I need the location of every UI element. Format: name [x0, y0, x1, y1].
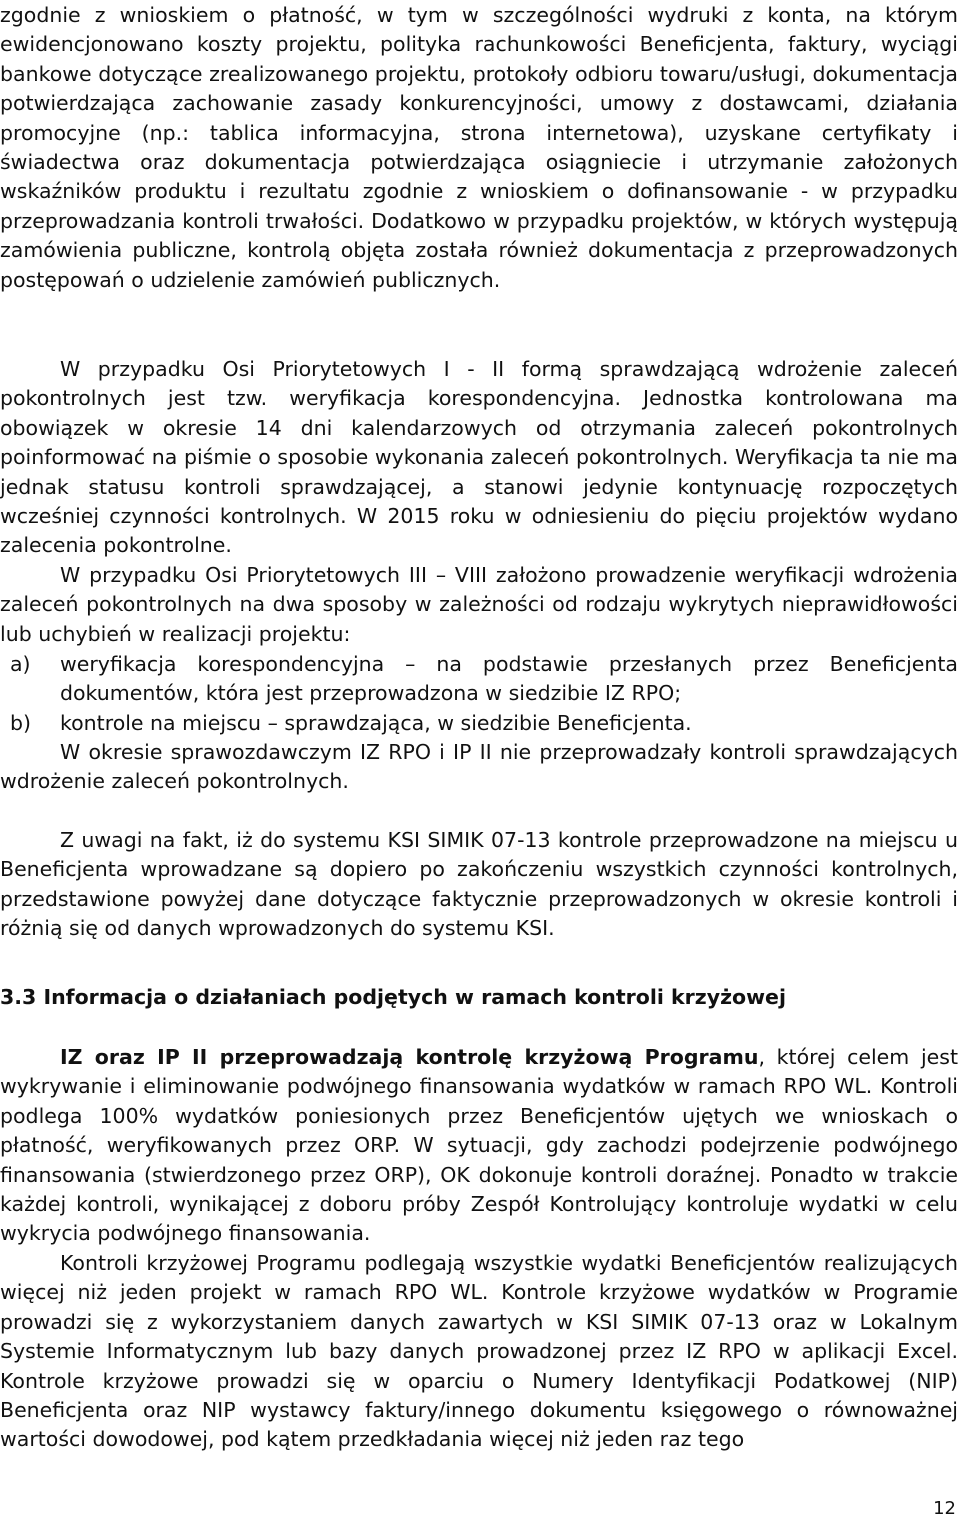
list-marker: b): [10, 710, 32, 735]
list-item: [0, 709, 958, 738]
section-heading: 3.3 Informacja o działaniach podjętych w ramach kontroli krzyżowej: [0, 985, 786, 1009]
list-item: [0, 650, 958, 709]
paragraph-axes-i-ii-verification: W przypadku Osi Priorytetowych I - II formą sprawdzającą wdrożenie zaleceń pokontrolnych jest tzw. weryfikacja korespondencyjna. Jednostka kontrolowana ma obowiązek w okresie 14 dni kalendarzowych od otrzymania zaleceń pokontrolnych poinformować na piśmie o sposobie wykonania zaleceń pokontrolnych. Weryfikacja ta nie ma jednak statusu kontroli sprawdzającej, a stanowi jedynie kontynuację rozpoczętych wcześniej czynności kontrolnych. W 2015 roku w odniesieniu do pięciu projektów wydano zalecenia pokontrolne.: [0, 357, 958, 558]
paragraph-cross-check-rest: , której celem jest wykrywanie i eliminowanie podwójnego finansowania wydatków w ramach RPO WL. Kontroli podlega 100% wydatków poniesionych przez Beneficjentów ujętych we wnioskach o płatność, weryfikowanych przez ORP. W sytuacji, gdy zachodzi podejrzenie podwójnego finansowania (stwierdzonego przez ORP), OK dokonuje kontroli doraźnej. Ponadto w trakcie każdej kontroli, wynikającej z doboru próby Zespół Kontrolujący kontroluje wydatki w celu wykrycia podwójnego finansowania.: [0, 1045, 958, 1246]
verification-methods-list: [0, 650, 958, 738]
list-marker: a): [10, 652, 31, 676]
paragraph-cross-check-scope: Kontroli krzyżowej Programu podlegają wszystkie wydatki Beneficjentów realizujących więcej niż jeden projekt w ramach RPO WL. Kontrole krzyżowe wydatków w Programie prowadzi się z wykorzystaniem danych zawartych w KSI SIMIK 07-13 oraz w Lokalnym Systemie Informatycznym lub bazy danych prowadzonej przez IZ RPO w aplikacji Excel. Kontrole krzyżowe prowadzi się w oparciu o Numery Identyfikacji Podatkowej (NIP) Beneficjenta oraz NIP wystawcy faktury/innego dokumentu księgowego o równoważnej wartości dowodowej, pod kątem przedkładania więcej niż jeden raz tego: [0, 1251, 958, 1452]
list-item-text: weryfikacja korespondencyjna – na podstawie przesłanych przez Beneficjenta dokumentów, która jest przeprowadzona w siedzibie IZ RPO;: [60, 652, 958, 706]
bold-lead-text: IZ oraz IP II przeprowadzają kontrolę krzyżową Programu: [60, 1045, 759, 1069]
paragraph-control-documentation: zgodnie z wnioskiem o płatność, w tym w szczególności wydruki z konta, na którym ewidencjonowano koszty projektu, polityka rachunkowości Beneficjenta, faktury, wyciągi bankowe dotyczące zrealizowanego projektu, protokoły odbioru towaru/usługi, dokumentacja potwierdzająca zachowanie zasady konkurencyjności, umowy z dostawcami, działania promocyjne (np.: tablica informacyjna, strona internetowa), uzyskane certyfikaty i świadectwa oraz dokumentacja potwierdzająca osiągniecie i utrzymanie założonych wskaźników produktu i rezultatu zgodnie z wnioskiem o dofinansowanie - w przypadku przeprowadzania kontroli trwałości. Dodatkowo w przypadku projektów, w których występują zamówienia publiczne, kontrolą objęta została również dokumentacja z przeprowadzonych postępowań o udzielenie zamówień publicznych.: [0, 3, 958, 292]
page-number: 12: [933, 1498, 956, 1519]
paragraph-axes-iii-viii-verification: W przypadku Osi Priorytetowych III – VIII założono prowadzenie weryfikacji wdrożenia zaleceń pokontrolnych na dwa sposoby w zależności od rodzaju wykrytych nieprawidłowości lub uchybień w realizacji projektu:: [0, 563, 958, 646]
paragraph-reporting-period: W okresie sprawozdawczym IZ RPO i IP II nie przeprowadzały kontroli sprawdzających wdrożenie zaleceń pokontrolnych.: [0, 740, 958, 794]
list-item-text: kontrole na miejscu – sprawdzająca, w siedzibie Beneficjenta.: [60, 710, 692, 735]
paragraph-ksi-simik-note: Z uwagi na fakt, iż do systemu KSI SIMIK 07-13 kontrole przeprowadzone na miejscu u Beneficjenta wprowadzane są dopiero po zakończeniu wszystkich czynności kontrolnych, przedstawione powyżej dane dotyczące faktycznie przeprowadzonych w okresie kontroli i różnią się od danych wprowadzonych do systemu KSI.: [0, 828, 958, 941]
paragraph-cross-check-intro: [0, 1043, 958, 1249]
